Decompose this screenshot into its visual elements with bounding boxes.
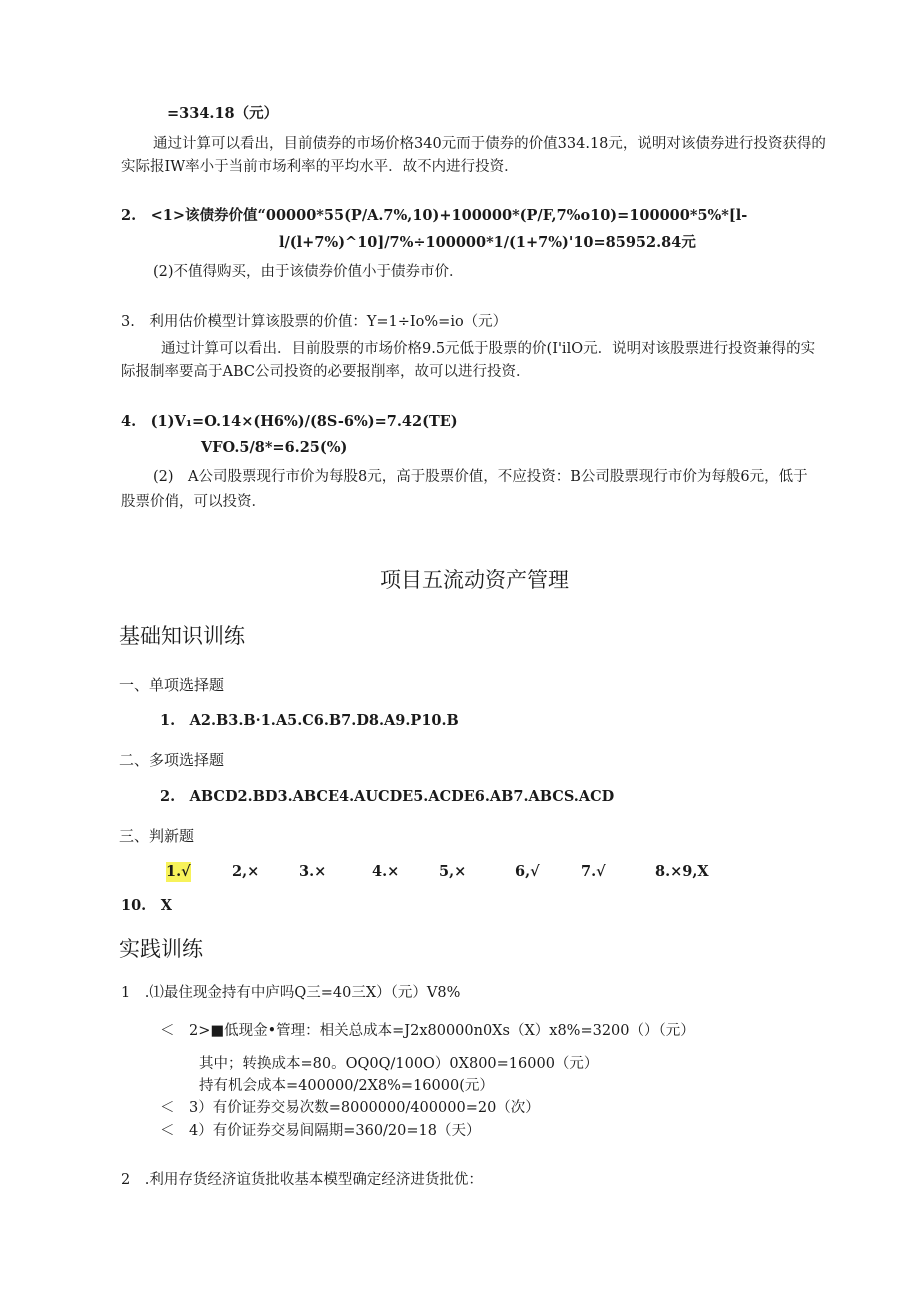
judge-item: 2,×	[232, 863, 260, 880]
judge-item: 5,×	[439, 863, 467, 880]
single-choice-answers: 1. A2.B3.B·1.A5.C6.B7.D8.A9.P10.B	[160, 712, 459, 729]
project-title: 项目五流动资产管理	[380, 568, 569, 592]
judge-item: 7.√	[581, 863, 606, 880]
q2-conclusion: (2)不值得购买，由于该债券价值小于债券市价．	[153, 264, 464, 280]
q3-analysis-line2: 际报制率要高于ABC公司投资的必要报削率，故可以进行投资．	[121, 364, 531, 380]
q4-conclusion-line1: (2) A公司股票现行市价为每股8元，高于股票价值，不应投资：B公司股票现行市价为每般6元，低于	[153, 469, 808, 485]
bond-analysis-line1: 通过计算可以看出，目前债券的市场价格340元而于债券的价值334.18元，说明对该债券进行投资获得的	[153, 136, 826, 152]
practice-q1: 1 .⑴最住现金持有中庐吗Q三=40三X）（元）V8%	[121, 985, 461, 1001]
judge-item: 3.×	[299, 863, 327, 880]
practice-q1-holding-cost: 持有机会成本=400000/2X8%=16000(元）	[199, 1078, 494, 1094]
q4-conclusion-line2: 股票价俏，可以投资．	[121, 494, 266, 510]
q3-analysis-line1: 通过计算可以看出．目前股票的市场价格9.5元低于股票的价(I'ilO元．说明对该股票进行投资兼得的实	[161, 341, 816, 357]
q2-formula-line1: 2. <1>该债券价值“00000*55(P/A.7%,10)+100000*(P/F,7%o10)=100000*5%*[l-	[121, 207, 748, 224]
bond-analysis-line2: 实际报IW率小于当前市场利率的平均水平．故不内进行投资．	[121, 159, 519, 175]
q4-formula-line1: 4. (1)V₁=O.14×(H6%)/(8S-6%)=7.42(TE)	[121, 413, 458, 430]
practice-q1-step3: ＜ 3）有价证券交易次数=8000000/400000=20（次）	[160, 1100, 540, 1116]
practice-q1-conversion-cost: 其中；转换成本=80。OQ0Q∕100O）0X800=16000（元）	[199, 1056, 599, 1072]
bond-value-result: =334.18（元）	[167, 105, 279, 122]
practice-q1-step4: ＜ 4）有价证券交易间隔期=360/20=18（天）	[160, 1123, 481, 1139]
q3-formula: 3. 利用估价模型计算该股票的价值：Y=1÷Io%=io（元）	[121, 314, 508, 330]
true-false-answers	[0, 862, 920, 882]
judge-item: 8.×9,X	[655, 863, 709, 880]
practice-q2: 2 .利用存货经济谊货批收基本模型确定经济进货批优：	[121, 1172, 483, 1188]
single-choice-heading: 一、单项选择题	[119, 676, 225, 694]
q4-formula-line2: VFO.5/8*=6.25(%)	[201, 439, 348, 456]
practice-heading: 实践训练	[119, 937, 203, 961]
basic-training-heading: 基础知识训练	[119, 624, 245, 648]
judge-item-10: 10. X	[121, 897, 172, 914]
judge-item: 4.×	[372, 863, 400, 880]
judge-item: 6,√	[515, 863, 540, 880]
multi-choice-answers: 2. ABCD2.BD3.ABCE4.AUCDE5.ACDE6.AB7.ABCS.ACD	[160, 788, 615, 805]
true-false-heading: 三、判新题	[119, 827, 195, 845]
practice-q1-step2: ＜ 2>■低现金•管理：相关总成本=J2x80000n0Xs（X）x8%=3200（）（元）	[160, 1023, 695, 1039]
judge-item: 1.√	[166, 863, 191, 880]
multi-choice-heading: 二、多项选择题	[119, 751, 225, 769]
q2-formula-line2: l/(l+7%)^10]/7%÷100000*1/(1+7%)'10=85952.84元	[279, 234, 696, 251]
